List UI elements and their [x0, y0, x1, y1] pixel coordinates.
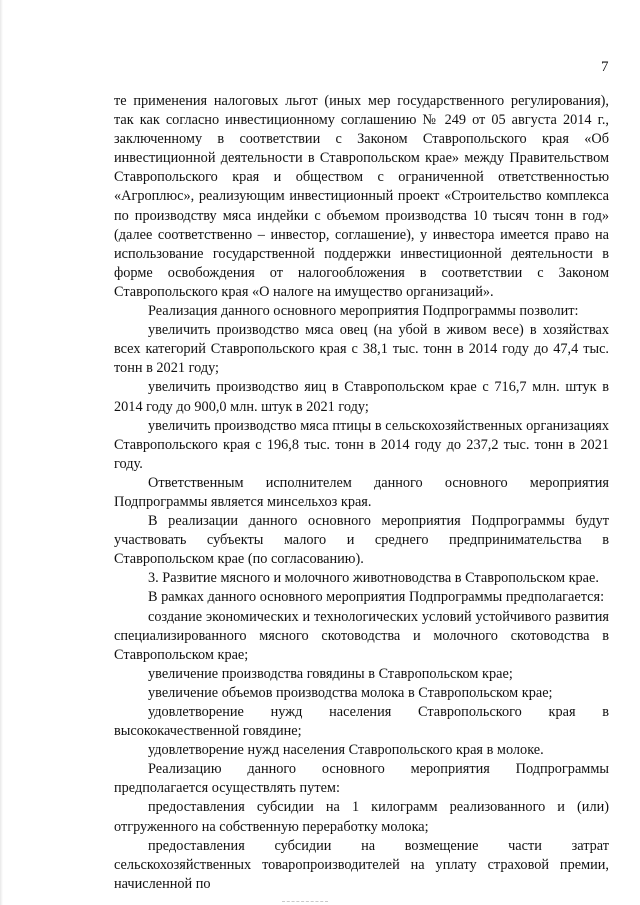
paragraph: увеличить производство мяса птицы в сельскохозяйственных организациях Ставропольского края с 196,8 тыс. тонн в 2014 году до 237,2 тыс. тонн в 2021 году.	[114, 417, 609, 472]
page-number: 7	[601, 59, 609, 75]
paragraph: увеличение производства говядины в Ставропольском крае;	[148, 665, 513, 682]
paragraph: предоставления субсидии на возмещение части затрат сельскохозяйственных товаропроизводителей на уплату страховой премии, начисленной по	[114, 837, 609, 892]
document-body	[114, 92, 609, 894]
paragraph: В рамках данного основного мероприятия Подпрограммы предполагается:	[148, 589, 605, 606]
paragraph: создание экономических и технологических условий устойчивого развития специализированного мясного скотоводства и молочного скотоводства в Ставропольском крае;	[114, 608, 609, 663]
scan-bottom-mark	[282, 901, 328, 903]
paragraph: Реализация данного основного мероприятия Подпрограммы позволит:	[148, 303, 579, 320]
paragraph: те применения налоговых льгот (иных мер государственного регулирования), так как согласно инвестиционному соглашению № 249 от 05 августа 2014 г., заключенному в соответствии с Законом Ставропольского края «Об инвестиционной деятельности в Ставропольском крае» между Правительством Ставропольского края и обществом с ограниченной ответственностью «Агроплюс», реализующим инвестиционный проект «Строительство комплекса по производству мяса индейки с объемом производства 10 тысяч тонн в год» (далее соответственно – инвестор, соглашение), у инвестора имеется право на использование государственной поддержки инвестиционной деятельности в форме освобождения от налогообложения в соответствии с Законом Ставропольского края «О налоге на имущество организаций».	[114, 93, 609, 300]
section-heading: 3. Развитие мясного и молочного животноводства в Ставропольском крае.	[148, 570, 599, 587]
paragraph: предоставления субсидии на 1 килограмм реализованного и (или) отгруженного на собственную переработку молока;	[114, 799, 609, 835]
paragraph: удовлетворение нужд населения Ставропольского края в молоке.	[148, 742, 544, 759]
paragraph: Ответственным исполнителем данного основного мероприятия Подпрограммы является минсельхоз края.	[114, 474, 609, 510]
paragraph: удовлетворение нужд населения Ставропольского края в высококачественной говядине;	[114, 704, 609, 740]
paragraph: увеличить производство яиц в Ставропольском крае с 716,7 млн. штук в 2014 году до 900,0 млн. штук в 2021 году;	[114, 379, 609, 415]
paragraph: Реализацию данного основного мероприятия Подпрограммы предполагается осуществлять путем:	[114, 761, 609, 797]
scan-left-edge	[0, 0, 3, 905]
paragraph: В реализации данного основного мероприятия Подпрограммы будут участвовать субъекты малого и среднего предпринимательства в Ставропольском крае (по согласованию).	[114, 513, 609, 568]
paragraph: увеличить производство мяса овец (на убой в живом весе) в хозяйствах всех категорий Ставропольского края с 38,1 тыс. тонн в 2014 году до 47,4 тыс. тонн в 2021 году;	[114, 322, 609, 377]
paragraph: увеличение объемов производства молока в Ставропольском крае;	[148, 684, 553, 701]
